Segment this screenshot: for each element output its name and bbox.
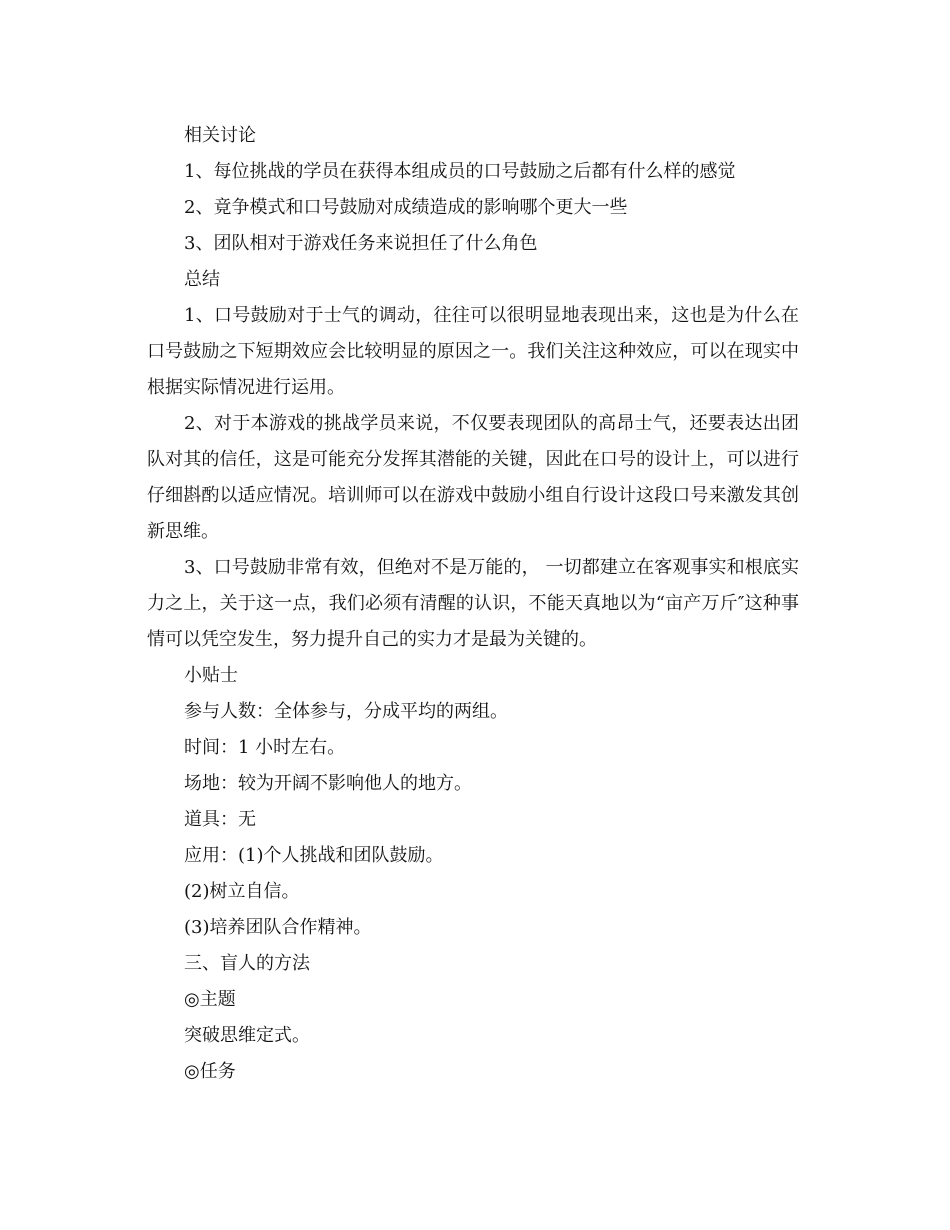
summary-paragraph: 2、对于本游戏的挑战学员来说，不仅要表现团队的高昂士气，还要表达出团队对其的信任，这是可能充分发挥其潜能的关键，因此在口号的设计上，可以进行仔细斟酌以适应情况。培训师可以在游戏中鼓励小组自行设计这段口号来激发其创新思维。 bbox=[147, 413, 799, 542]
discussion-item: 3、团队相对于游戏任务来说担任了什么角色 bbox=[184, 233, 538, 254]
discussion-item: 2、竟争模式和口号鼓励对成绩造成的影响哪个更大一些 bbox=[184, 197, 628, 218]
document-body bbox=[147, 118, 799, 1090]
theme-label: ◎主题 bbox=[184, 989, 236, 1010]
tips-heading: 小贴士 bbox=[184, 665, 238, 686]
tips-participants: 参与人数：全体参与，分成平均的两组。 bbox=[184, 701, 508, 722]
tips-venue: 场地：较为开阔不影响他人的地方。 bbox=[184, 773, 472, 794]
tips-application: (3)培养团队合作精神。 bbox=[184, 917, 372, 938]
summary-heading: 总结 bbox=[184, 269, 220, 290]
tips-time: 时间：1 小时左右。 bbox=[184, 737, 346, 758]
section-heading: 三、盲人的方法 bbox=[184, 953, 310, 974]
tips-application: 应用：(1)个人挑战和团队鼓励。 bbox=[184, 845, 444, 866]
tips-props: 道具：无 bbox=[184, 809, 256, 830]
discussion-item: 1、每位挑战的学员在获得本组成员的口号鼓励之后都有什么样的感觉 bbox=[184, 161, 736, 182]
theme-text: 突破思维定式。 bbox=[184, 1025, 310, 1046]
summary-paragraph: 1、口号鼓励对于士气的调动，往往可以很明显地表现出来，这也是为什么在口号鼓励之下短期效应会比较明显的原因之一。我们关注这种效应，可以在现实中根据实际情况进行运用。 bbox=[147, 305, 799, 398]
summary-paragraph: 3、口号鼓励非常有效，但绝对不是万能的， 一切都建立在客观事实和根底实力之上，关于这一点，我们必须有清醒的认识，不能天真地以为“亩产万斤″这种事情可以凭空发生，努力提升自己的实力才是最为关键的。 bbox=[147, 557, 799, 650]
tips-application: (2)树立自信。 bbox=[184, 881, 300, 902]
discussion-heading: 相关讨论 bbox=[184, 125, 256, 146]
task-label: ◎任务 bbox=[184, 1061, 236, 1082]
